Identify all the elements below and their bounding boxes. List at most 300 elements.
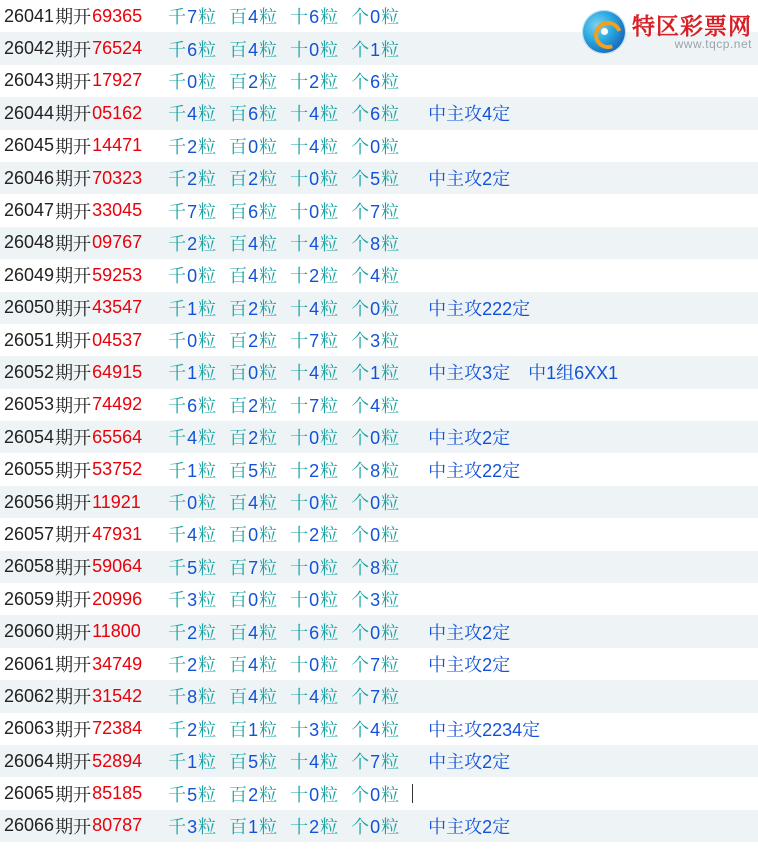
digit-count-value: 0 [248,525,259,546]
digit-count-value: 1 [370,363,381,384]
digit-group-thousands [168,36,216,62]
digit-place-label: 十 [290,169,309,190]
digit-unit-label: 粒 [381,266,400,287]
digit-unit-label: 粒 [259,169,278,190]
digit-group-tens [290,133,338,159]
digit-stats [168,619,412,645]
digit-count-value: 0 [187,266,198,287]
digit-count-value: 2 [187,233,198,254]
period-suffix-label: 期开 [55,233,92,254]
digit-place-label: 百 [229,655,248,675]
digit-count-value: 5 [248,460,259,481]
digit-place-label: 百 [229,493,248,514]
digit-count-value: 0 [370,525,381,546]
draw-number: 14471 [92,135,143,156]
digit-group-thousands [168,198,216,224]
draw-number: 76524 [92,38,143,59]
digit-unit-label: 粒 [381,460,400,481]
digit-group-ones [351,619,399,645]
digit-group-thousands [168,165,216,191]
digit-group-hundreds [229,36,277,62]
period-suffix-label: 期开 [55,7,92,28]
digit-unit-label: 粒 [381,331,400,352]
draw-number: 05162 [92,102,143,123]
digit-group-ones [351,813,399,839]
digit-count-value: 2 [309,266,320,287]
digit-group-ones [351,100,399,126]
digit-count-value: 4 [309,136,320,157]
digit-place-label: 百 [229,7,248,28]
digit-place-label: 百 [229,136,248,157]
digit-count-value: 0 [309,784,320,805]
digit-place-label: 十 [290,460,309,481]
table-row [0,324,758,356]
digit-place-label: 个 [351,655,370,675]
digit-place-label: 个 [351,39,370,60]
site-name: 特区彩票网 [632,12,752,39]
table-row [0,65,758,97]
period-label: 26064 [4,750,55,771]
digit-unit-label: 粒 [259,428,278,449]
period-suffix-label: 期开 [55,363,92,384]
draw-number: 33045 [92,200,143,221]
digit-place-label: 个 [351,557,370,578]
period-label: 26045 [4,135,55,156]
digit-group-tens [290,619,338,645]
digit-group-ones [351,295,399,321]
digit-count-value: 4 [248,493,259,514]
digit-place-label: 十 [290,363,309,384]
digit-place-label: 个 [351,752,370,773]
digit-group-hundreds [229,3,277,29]
digit-place-label: 个 [351,136,370,157]
digit-count-value: 7 [370,201,381,222]
period-suffix-label: 期开 [55,784,92,805]
digit-place-label: 千 [168,363,187,384]
digit-count-value: 6 [370,104,381,125]
draw-number: 11800 [92,621,141,642]
digit-group-thousands [168,133,216,159]
digit-count-value: 4 [248,7,259,28]
digit-group-thousands [168,554,216,580]
digit-group-ones [351,3,399,29]
period-label: 26041 [4,5,55,26]
table-row [0,421,758,453]
digit-unit-label: 粒 [381,39,400,60]
row-note: 中主攻2234定 [428,719,541,740]
digit-unit-label: 粒 [259,525,278,546]
digit-place-label: 个 [351,784,370,805]
period-label: 26042 [4,38,55,59]
digit-group-tens [290,359,338,385]
period-suffix-label: 期开 [55,557,92,578]
digit-unit-label: 粒 [198,428,217,449]
draw-number: 43547 [92,297,143,318]
digit-unit-label: 粒 [381,136,400,157]
digit-count-value: 2 [248,71,259,92]
period-suffix-label: 期开 [55,331,92,352]
digit-unit-label: 粒 [259,233,278,254]
digit-place-label: 千 [168,590,187,611]
digit-group-thousands [168,748,216,774]
digit-count-value: 1 [187,752,198,773]
digit-group-ones [351,327,399,353]
period-label: 26056 [4,491,55,512]
period-suffix-label: 期开 [55,590,92,611]
digit-count-value: 6 [248,201,259,222]
digit-place-label: 十 [290,298,309,319]
draw-number: 70323 [92,167,143,188]
digit-count-value: 8 [187,687,198,708]
digit-place-label: 千 [168,784,187,805]
draw-number: 72384 [92,718,143,739]
digit-count-value: 2 [187,655,198,675]
digit-unit-label: 粒 [381,233,400,254]
digit-unit-label: 粒 [381,428,400,449]
digit-count-value: 4 [309,687,320,708]
period-label: 26052 [4,361,55,382]
table-row [0,130,758,162]
digit-place-label: 百 [229,395,248,416]
digit-group-tens [290,521,338,547]
digit-count-value: 0 [248,590,259,611]
digit-unit-label: 粒 [198,266,217,287]
digit-count-value: 2 [309,525,320,546]
period-suffix-label: 期开 [55,428,92,449]
digit-unit-label: 粒 [320,7,339,28]
draw-number: 09767 [92,232,143,253]
digit-count-value: 0 [248,363,259,384]
digit-group-tens [290,36,338,62]
digit-count-value: 0 [309,428,320,449]
digit-place-label: 十 [290,39,309,60]
digit-unit-label: 粒 [198,590,217,611]
digit-place-label: 千 [168,655,187,675]
digit-unit-label: 粒 [381,655,400,675]
digit-unit-label: 粒 [198,525,217,546]
digit-count-value: 4 [309,233,320,254]
digit-group-hundreds [229,489,277,515]
digit-unit-label: 粒 [320,460,339,481]
digit-unit-label: 粒 [198,719,217,740]
table-row [0,518,758,550]
digit-place-label: 百 [229,460,248,481]
digit-unit-label: 粒 [259,816,278,837]
period-suffix-label: 期开 [55,298,92,319]
digit-unit-label: 粒 [320,395,339,416]
digit-place-label: 个 [351,622,370,643]
digit-place-label: 个 [351,201,370,222]
digit-count-value: 0 [370,493,381,514]
digit-count-value: 5 [248,752,259,773]
digit-unit-label: 粒 [259,590,278,611]
digit-group-tens [290,68,338,94]
digit-unit-label: 粒 [320,104,339,125]
digit-place-label: 百 [229,428,248,449]
period-suffix-label: 期开 [55,816,92,837]
period-label: 26048 [4,232,55,253]
digit-unit-label: 粒 [198,622,217,643]
digit-group-thousands [168,327,216,353]
digit-group-ones [351,36,399,62]
digit-place-label: 百 [229,39,248,60]
digit-stats [168,424,412,450]
digit-count-value: 3 [309,719,320,740]
digit-count-value: 8 [370,557,381,578]
digit-count-value: 7 [370,687,381,708]
period-label: 26051 [4,329,55,350]
digit-group-thousands [168,68,216,94]
digit-group-ones [351,586,399,612]
digit-unit-label: 粒 [259,784,278,805]
digit-group-hundreds [229,165,277,191]
digit-place-label: 十 [290,525,309,546]
draw-number: 53752 [92,459,143,480]
table-row [0,356,758,388]
table-row [0,453,758,485]
digit-place-label: 千 [168,39,187,60]
digit-unit-label: 粒 [320,557,339,578]
digit-unit-label: 粒 [259,655,278,675]
digit-place-label: 千 [168,493,187,514]
digit-group-thousands [168,457,216,483]
digit-unit-label: 粒 [259,719,278,740]
row-note: 中主攻222定 [428,298,531,319]
digit-group-tens [290,554,338,580]
digit-place-label: 百 [229,363,248,384]
digit-count-value: 2 [248,395,259,416]
digit-group-ones [351,748,399,774]
digit-count-value: 7 [187,7,198,28]
period-label: 26057 [4,523,55,544]
digit-unit-label: 粒 [381,71,400,92]
digit-unit-label: 粒 [198,655,217,675]
period-label: 26044 [4,102,55,123]
digit-count-value: 0 [370,298,381,319]
digit-group-hundreds [229,586,277,612]
digit-group-hundreds [229,100,277,126]
digit-unit-label: 粒 [320,363,339,384]
digit-count-value: 4 [309,298,320,319]
digit-group-tens [290,651,338,677]
digit-group-tens [290,683,338,709]
digit-group-tens [290,3,338,29]
digit-unit-label: 粒 [198,460,217,481]
digit-unit-label: 粒 [320,752,339,773]
period-suffix-label: 期开 [55,525,92,546]
digit-unit-label: 粒 [320,687,339,708]
digit-count-value: 4 [248,687,259,708]
digit-count-value: 3 [187,816,198,837]
draw-number: 52894 [92,750,143,771]
digit-group-tens [290,586,338,612]
digit-group-hundreds [229,359,277,385]
digit-unit-label: 粒 [381,104,400,125]
digit-group-tens [290,198,338,224]
digit-unit-label: 粒 [259,557,278,578]
digit-unit-label: 粒 [198,201,217,222]
digit-unit-label: 粒 [320,590,339,611]
digit-unit-label: 粒 [320,428,339,449]
digit-count-value: 5 [370,169,381,190]
digit-group-tens [290,100,338,126]
digit-count-value: 0 [248,136,259,157]
digit-count-value: 7 [187,201,198,222]
digit-unit-label: 粒 [320,39,339,60]
period-label: 26060 [4,621,55,642]
row-note: 中主攻2定 [428,655,511,675]
digit-group-tens [290,781,338,807]
period-suffix-label: 期开 [55,493,92,514]
digit-group-thousands [168,813,216,839]
digit-group-hundreds [229,262,277,288]
digit-place-label: 百 [229,816,248,837]
digit-group-hundreds [229,554,277,580]
digit-group-hundreds [229,295,277,321]
digit-count-value: 2 [309,816,320,837]
digit-count-value: 0 [309,169,320,190]
digit-unit-label: 粒 [381,298,400,319]
digit-unit-label: 粒 [259,7,278,28]
digit-unit-label: 粒 [259,266,278,287]
digit-stats [168,489,412,515]
period-suffix-label: 期开 [55,622,92,643]
digit-place-label: 个 [351,71,370,92]
digit-place-label: 百 [229,622,248,643]
digit-stats [168,683,412,709]
digit-unit-label: 粒 [259,298,278,319]
row-note-secondary: 中1组6XX1 [528,363,619,384]
period-suffix-label: 期开 [55,752,92,773]
table-row [0,713,758,745]
digit-count-value: 2 [309,460,320,481]
period-suffix-label: 期开 [55,39,92,60]
digit-unit-label: 粒 [381,201,400,222]
digit-count-value: 0 [309,39,320,60]
digit-place-label: 十 [290,104,309,125]
digit-unit-label: 粒 [259,622,278,643]
period-label: 26062 [4,685,55,706]
digit-unit-label: 粒 [320,816,339,837]
digit-count-value: 4 [248,266,259,287]
digit-count-value: 2 [248,428,259,449]
digit-group-ones [351,716,399,742]
digit-unit-label: 粒 [198,493,217,514]
digit-group-thousands [168,3,216,29]
digit-stats [168,295,412,321]
digit-group-thousands [168,392,216,418]
digit-group-ones [351,359,399,385]
digit-stats [168,198,412,224]
digit-count-value: 0 [370,7,381,28]
period-label: 26066 [4,815,55,836]
digit-count-value: 4 [187,428,198,449]
period-suffix-label: 期开 [55,460,92,481]
table-row [0,680,758,712]
table-row [0,389,758,421]
digit-unit-label: 粒 [198,39,217,60]
period-suffix-label: 期开 [55,395,92,416]
digit-group-hundreds [229,716,277,742]
draw-number: 65564 [92,426,143,447]
digit-group-hundreds [229,813,277,839]
digit-group-ones [351,457,399,483]
digit-unit-label: 粒 [320,169,339,190]
digit-place-label: 百 [229,784,248,805]
digit-group-hundreds [229,424,277,450]
period-suffix-label: 期开 [55,169,92,190]
draw-number: 20996 [92,588,143,609]
digit-unit-label: 粒 [381,752,400,773]
digit-place-label: 千 [168,719,187,740]
draw-number: 31542 [92,685,143,706]
digit-place-label: 千 [168,7,187,28]
digit-group-ones [351,230,399,256]
digit-count-value: 2 [187,622,198,643]
digit-unit-label: 粒 [198,687,217,708]
digit-unit-label: 粒 [198,752,217,773]
digit-count-value: 0 [187,71,198,92]
digit-unit-label: 粒 [320,71,339,92]
digit-place-label: 千 [168,233,187,254]
digit-place-label: 个 [351,493,370,514]
draw-number: 69365 [92,5,143,26]
digit-count-value: 4 [248,622,259,643]
digit-place-label: 个 [351,460,370,481]
digit-place-label: 千 [168,331,187,352]
digit-place-label: 十 [290,428,309,449]
digit-group-tens [290,295,338,321]
digit-stats [168,359,412,385]
row-note: 中主攻2定 [428,622,511,643]
digit-unit-label: 粒 [320,719,339,740]
digit-stats [168,165,412,191]
digit-count-value: 1 [248,719,259,740]
digit-count-value: 5 [187,557,198,578]
digit-place-label: 十 [290,136,309,157]
digit-unit-label: 粒 [381,493,400,514]
digit-count-value: 0 [370,136,381,157]
digit-group-tens [290,327,338,353]
digit-unit-label: 粒 [259,201,278,222]
digit-group-tens [290,489,338,515]
digit-count-value: 2 [248,298,259,319]
digit-unit-label: 粒 [320,331,339,352]
digit-count-value: 6 [187,39,198,60]
digit-stats [168,813,412,839]
digit-unit-label: 粒 [381,719,400,740]
digit-group-ones [351,133,399,159]
digit-unit-label: 粒 [320,136,339,157]
digit-count-value: 0 [370,622,381,643]
digit-count-value: 2 [248,169,259,190]
digit-group-tens [290,230,338,256]
digit-unit-label: 粒 [259,752,278,773]
digit-group-thousands [168,521,216,547]
digit-place-label: 十 [290,557,309,578]
digit-unit-label: 粒 [381,169,400,190]
digit-place-label: 个 [351,719,370,740]
digit-place-label: 十 [290,816,309,837]
period-label: 26053 [4,394,55,415]
period-label: 26050 [4,297,55,318]
digit-place-label: 百 [229,719,248,740]
digit-count-value: 2 [187,169,198,190]
draw-number: 80787 [92,815,143,836]
digit-count-value: 1 [187,460,198,481]
draw-number: 34749 [92,653,143,674]
digit-place-label: 十 [290,655,309,675]
